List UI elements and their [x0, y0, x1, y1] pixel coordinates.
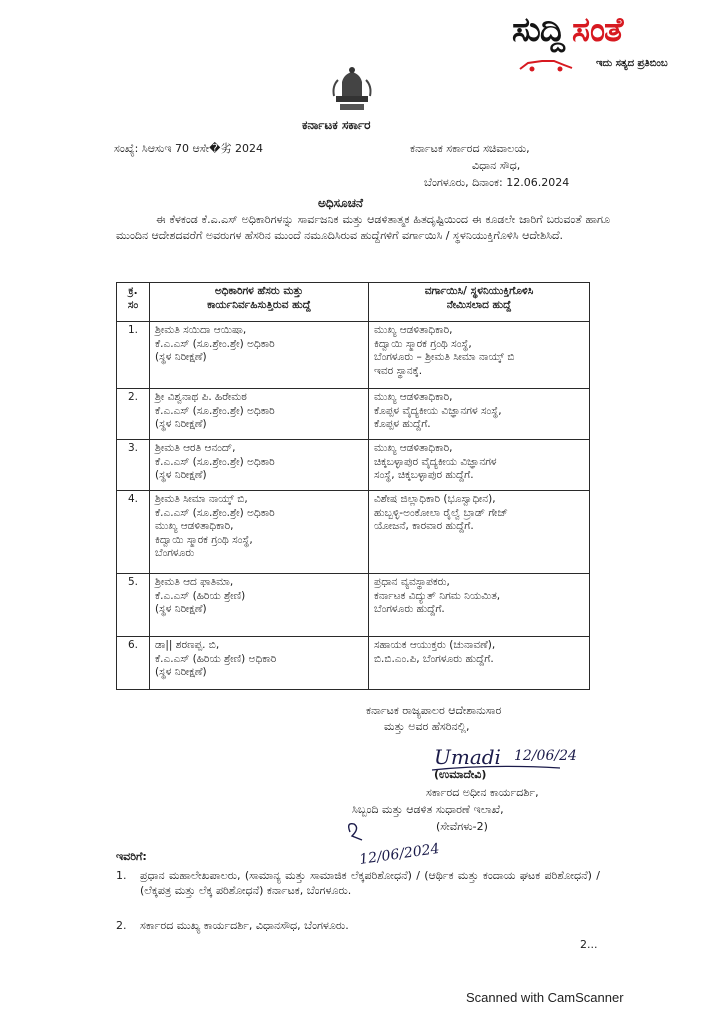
designation-line-2: ಸಿಬ್ಬಂದಿ ಮತ್ತು ಆಡಳಿತ ಸುಧಾರಣೆ ಇಲಾಖೆ,: [352, 803, 504, 816]
cell-line: (ಸ್ಥಳ ನಿರೀಕ್ಷಣೆ): [155, 666, 207, 678]
notification-title: ಅಧಿಸೂಚನೆ: [318, 196, 364, 210]
cell-line: ಕೊಪ್ಪಳ ವೈದ್ಯಕೀಯ ವಿಜ್ಞಾನಗಳ ಸಂಸ್ಥೆ,: [374, 404, 502, 417]
cell-line: (ಸ್ಥಳ ನಿರೀಕ್ಷಣೆ): [155, 351, 207, 363]
officer-cell: [150, 322, 369, 389]
order-line-2: ಮತ್ತು ಅವರ ಹೆಸರಿನಲ್ಲಿ,: [384, 720, 470, 733]
cell-line: ಬೆಂಗಳೂರು – ಶ್ರೀಮತಿ ಸೀಮಾ ನಾಯ್ಕ್ ಬಿ: [374, 351, 515, 363]
cell-line: ಸಹಾಯಕ ಆಯುಕ್ತರು (ಚುನಾವಣೆ),: [374, 639, 496, 651]
posting-cell: [369, 322, 590, 389]
row-number: 5.: [117, 574, 150, 637]
cell-line: ಕಿದ್ವಾಯಿ ಸ್ಮಾರಕ ಗ್ರಂಥಿ ಸಂಸ್ಥೆ,: [374, 337, 472, 350]
cell-line: ಶ್ರೀಮತಿ ಆದ ಫಾತಿಮಾ,: [155, 576, 234, 588]
cell-line: ವಿಶೇಷ ಜಿಲ್ಲಾಧಿಕಾರಿ (ಭೂಸ್ವಾಧೀನ),: [374, 493, 496, 505]
cell-line: ಕೆ.ಎ.ಎಸ್ (ಸೂ.ಶ್ರೇಂ.ಶ್ರೇ) ಅಧಿಕಾರಿ: [155, 337, 275, 350]
cell-line: ಶ್ರೀಮತಿ ಸಯಿದಾ ಆಯಿಷಾ,: [155, 324, 247, 336]
row-number: 6.: [117, 637, 150, 690]
car-icon: [518, 56, 574, 72]
cell-line: ಕರ್ನಾಟಕ ವಿದ್ಯುತ್ ನಿಗಮ ನಿಯಮಿತ,: [374, 589, 501, 602]
row-number: 4.: [117, 491, 150, 574]
cell-line: ಕೆ.ಎ.ಎಸ್ (ಸೂ.ಶ್ರೇಂ.ಶ್ರೇ) ಅಧಿಕಾರಿ: [155, 404, 275, 417]
order-line-1: ಕರ್ನಾಟಕ ರಾಜ್ಯಪಾಲರ ಆದೇಶಾನುಸಾರ: [366, 704, 502, 717]
table-row: [117, 389, 590, 440]
copy-to-heading: ಇವರಿಗೆ:: [116, 850, 147, 863]
designation-line-1: ಸರ್ಕಾರದ ಅಧೀನ ಕಾರ್ಯದರ್ಶಿ,: [426, 786, 539, 799]
header-sl-no: ಕ್ರ. ಸಂ: [117, 283, 150, 322]
header-officer-line2: ಕಾರ್ಯನಿರ್ವಹಿಸುತ್ತಿರುವ ಹುದ್ದೆ: [207, 298, 311, 311]
signatory-name: (ಉಮಾದೇವಿ): [434, 768, 487, 781]
cell-line: ಬೆಂಗಳೂರು ಹುದ್ದೆಗೆ.: [374, 603, 445, 615]
header-officer-line1: ಅಧಿಕಾರಿಗಳ ಹೆಸರು ಮತ್ತು: [214, 285, 304, 297]
row-number: 2.: [117, 389, 150, 440]
cell-line: ಹುಬ್ಬಳ್ಳಿ-ಅಂಕೋಲಾ ರೈಲ್ವೆ ಬ್ರಾಡ್ ಗೇಜ್: [374, 506, 508, 519]
scanner-watermark: Scanned with CamScanner: [466, 990, 624, 1005]
copy-item-number: 2.: [116, 919, 127, 932]
header-posting-line1: ವರ್ಗಾಯಿಸಿ/ ಸ್ಥಳನಿಯುಕ್ತಿಗೊಳಿಸಿ: [424, 285, 534, 297]
transfer-table: [116, 282, 590, 690]
cell-line: ಕೆ.ಎ.ಎಸ್ (ಹಿರಿಯ ಶ್ರೇಣಿ) ಅಧಿಕಾರಿ: [155, 652, 277, 665]
brand-tagline: ಇದು ಸತ್ಯದ ಪ್ರತಿಬಿಂಬ: [596, 58, 668, 69]
cell-line: ಮುಖ್ಯ ಆಡಳಿತಾಧಿಕಾರಿ,: [374, 324, 453, 336]
address-line-2: ವಿಧಾನ ಸೌಧ,: [472, 159, 521, 172]
row-number: 1.: [117, 322, 150, 389]
table-header-row: [117, 283, 590, 322]
posting-cell: [369, 491, 590, 574]
cell-line: ಶ್ರೀ ವಿಶ್ವನಾಥ ಪಿ. ಹಿರೇಮಠ: [155, 391, 247, 403]
table-row: [117, 322, 590, 389]
cell-line: ಯೋಜನೆ, ಕಾರವಾರ ಹುದ್ದೆಗೆ.: [374, 520, 474, 532]
address-line-1: ಕರ್ನಾಟಕ ಸರ್ಕಾರದ ಸಚಿವಾಲಯ,: [410, 142, 530, 155]
signature-date: 12/06/24: [514, 748, 577, 764]
header-posting: [369, 283, 590, 322]
officer-cell: [150, 440, 369, 491]
cell-line: ಕೊಪ್ಪಳ ಹುದ್ದೆಗೆ.: [374, 418, 431, 430]
notification-intro: ಈ ಕೆಳಕಂಡ ಕೆ.ಎ.ಎಸ್ ಅಧಿಕಾರಿಗಳನ್ನು ಸಾರ್ವಜನಿಕ ಮತ್ತು ಆಡಳಿತಾತ್ಮಕ ಹಿತದೃಷ್ಟಿಯಿಂದ ಈ ಕೂಡಲೇ ಜಾರಿಗೆ ಬರುವಂತೆ ಹಾಗೂ ಮುಂದಿನ ಆದೇಶದವರೆಗೆ ಅವರುಗಳ ಹೆಸರಿನ ಮುಂದೆ ನಮೂದಿಸಿರುವ ಹುದ್ದೆಗಳಿಗೆ ವರ್ಗಾಯಿಸಿ / ಸ್ಥಳನಿಯುಕ್ತಿಗೊಳಿಸಿ ಆದೇಶಿಸಿದೆ.: [116, 213, 610, 242]
cell-line: ಸಂಸ್ಥೆ, ಚಿಕ್ಕಬಳ್ಳಾಪುರ ಹುದ್ದೆಗೆ.: [374, 469, 474, 481]
cell-line: ಪ್ರಧಾನ ವ್ಯವಸ್ಥಾಪಕರು,: [374, 576, 450, 588]
row-number: 3.: [117, 440, 150, 491]
posting-cell: [369, 440, 590, 491]
cell-line: ಬಿ.ಬಿ.ಎಂ.ಪಿ, ಬೆಂಗಳೂರು ಹುದ್ದೆಗೆ.: [374, 652, 494, 665]
cell-line: ಡಾ|| ಶರಣಪ್ಪ. ಬಿ,: [155, 639, 220, 651]
brand-name-part2: ಸಂತೆ: [571, 10, 623, 50]
table-row: [117, 574, 590, 637]
cell-line: (ಸ್ಥಳ ನಿರೀಕ್ಷಣೆ): [155, 603, 207, 615]
cell-line: ಮುಖ್ಯ ಆಡಳಿತಾಧಿಕಾರಿ,: [155, 520, 234, 532]
initial-date: 12/06/2024: [358, 840, 441, 868]
copy-item-text: ಸರ್ಕಾರದ ಮುಖ್ಯ ಕಾರ್ಯದರ್ಶಿ, ವಿಧಾನಸೌಧ, ಬೆಂಗಳೂರು.: [140, 919, 349, 932]
cell-line: (ಸ್ಥಳ ನಿರೀಕ್ಷಣೆ): [155, 469, 207, 481]
initial-signature: [340, 818, 490, 874]
brand-logo: [512, 10, 716, 78]
officer-cell: [150, 491, 369, 574]
page-continuation: 2...: [580, 938, 598, 951]
copy-item-text: ಪ್ರಧಾನ ಮಹಾಲೇಖಪಾಲರು, (ಸಾಮಾನ್ಯ ಮತ್ತು ಸಾಮಾಜಿಕ ಲೆಕ್ಕಪರಿಶೋಧನೆ) / (ಆರ್ಥಿಕ ಮತ್ತು ಕಂದಾಯ ಘಟಕ ಪರಿಶೋಧನೆ) / (ಲೆಕ್ಕಪತ್ರ ಮತ್ತು ಲೆಕ್ಕ ಪರಿಶೋಧನೆ) ಕರ್ನಾಟಕ, ಬೆಂಗಳೂರು.: [140, 869, 600, 897]
posting-cell: [369, 574, 590, 637]
table-row: [117, 440, 590, 491]
posting-cell: [369, 389, 590, 440]
officer-cell: [150, 389, 369, 440]
header-posting-line2: ನೇಮಿಸಲಾದ ಹುದ್ದೆ: [446, 298, 512, 311]
cell-line: ಇವರ ಸ್ಥಾನಕ್ಕೆ.: [374, 364, 423, 377]
reference-number: ಸಂಖ್ಯೆ: ಸಿಆಸುಇ 70 ಆಸೇ�劣 2024: [114, 142, 263, 155]
cell-line: ಬೆಂಗಳೂರು: [155, 547, 195, 559]
signature-text: Umadi: [434, 745, 501, 769]
cell-line: ಶ್ರೀಮತಿ ಸೀಮಾ ನಾಯ್ಕ್ ಬಿ,: [155, 493, 248, 505]
officer-cell: [150, 574, 369, 637]
government-title: ಕರ್ನಾಟಕ ಸರ್ಕಾರ: [302, 118, 371, 132]
header-officer: [150, 283, 369, 322]
cell-line: ಕಿದ್ವಾಯಿ ಸ್ಮಾರಕ ಗ್ರಂಥಿ ಸಂಸ್ಥೆ,: [155, 533, 253, 546]
cell-line: (ಸ್ಥಳ ನಿರೀಕ್ಷಣೆ): [155, 418, 207, 430]
cell-line: ಮುಖ್ಯ ಆಡಳಿತಾಧಿಕಾರಿ,: [374, 391, 453, 403]
address-date-line: ಬೆಂಗಳೂರು, ದಿನಾಂಕ: 12.06.2024: [424, 176, 570, 189]
table-row: [117, 637, 590, 690]
posting-cell: [369, 637, 590, 690]
cell-line: ಶ್ರೀಮತಿ ಆರತಿ ಆನಂದ್,: [155, 442, 236, 454]
table-row: [117, 491, 590, 574]
cell-line: ಚಿಕ್ಕಬಳ್ಳಾಪುರ ವೈದ್ಯಕೀಯ ವಿಜ್ಞಾನಗಳ: [374, 455, 497, 468]
cell-line: ಕೆ.ಎ.ಎಸ್ (ಹಿರಿಯ ಶ್ರೇಣಿ): [155, 589, 246, 602]
copy-item-number: 1.: [116, 869, 127, 882]
cell-line: ಮುಖ್ಯ ಆಡಳಿತಾಧಿಕಾರಿ,: [374, 442, 453, 454]
karnataka-emblem-icon: [330, 66, 374, 114]
officer-cell: [150, 637, 369, 690]
designation-line-3: (ಸೇವೆಗಳು-2): [436, 820, 488, 833]
cell-line: ಕೆ.ಎ.ಎಸ್ (ಸೂ.ಶ್ರೇಂ.ಶ್ರೇ) ಅಧಿಕಾರಿ: [155, 455, 275, 468]
brand-name-part1: ಸುದ್ದಿ: [512, 10, 564, 50]
cell-line: ಕೆ.ಎ.ಎಸ್ (ಸೂ.ಶ್ರೇಂ.ಶ್ರೇ) ಅಧಿಕಾರಿ: [155, 506, 275, 519]
